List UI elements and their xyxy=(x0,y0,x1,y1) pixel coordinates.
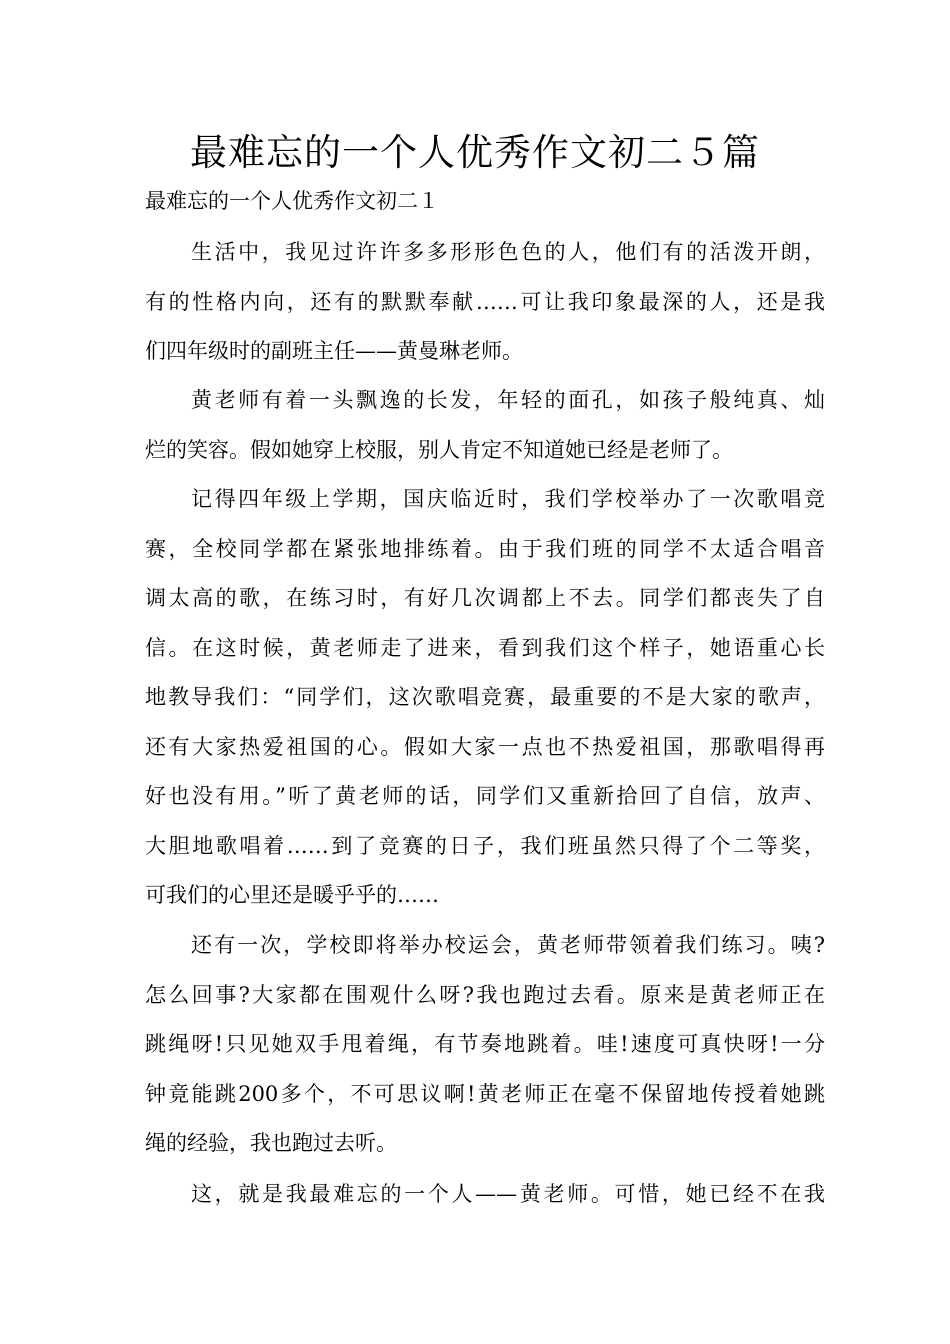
paragraph-line: 绳的经验，我也跑过去听。 xyxy=(145,1131,397,1155)
paragraph-line: 们四年级时的副班主任——黄曼琳老师。 xyxy=(145,339,523,363)
paragraph-3 xyxy=(145,475,825,921)
paragraph-line: 生活中，我见过许许多多形形色色的人，他们有的活泼开朗， xyxy=(191,240,825,264)
paragraph-line: 还有大家热爱祖国的心。假如大家一点也不热爱祖国，那歌唱得再 xyxy=(145,734,825,759)
paragraph-line: 可我们的心里还是暖乎乎的…… xyxy=(145,883,439,907)
paragraph-line: 调太高的歌，在练习时，有好几次调都上不去。同学们都丧失了自 xyxy=(145,586,825,610)
paragraph-line: 跳绳呀!只见她双手甩着绳，有节奏地跳着。哇!速度可真快呀!一分 xyxy=(145,1032,825,1056)
paragraph-4 xyxy=(145,921,825,1169)
paragraph-line: 烂的笑容。假如她穿上校服，别人肯定不知道她已经是老师了。 xyxy=(145,437,733,462)
paragraph-line: 好也没有用。”听了黄老师的话，同学们又重新拾回了自信，放声、 xyxy=(145,784,825,808)
paragraph-5 xyxy=(145,1170,825,1220)
paragraph-line: 这，就是我最难忘的一个人——黄老师。可惜，她已经不在我 xyxy=(191,1182,825,1206)
paragraph-line: 赛，全校同学都在紧张地排练着。由于我们班的同学不太适合唱音 xyxy=(145,536,825,561)
paragraph-line: 有的性格内向，还有的默默奉献……可让我印象最深的人，还是我 xyxy=(145,289,825,314)
paragraph-line: 黄老师有着一头飘逸的长发，年轻的面孔，如孩子般纯真、灿 xyxy=(191,388,825,412)
paragraph-line: 还有一次，学校即将举办校运会，黄老师带领着我们练习。咦? xyxy=(191,933,825,957)
paragraph-line: 信。在这时候，黄老师走了进来，看到我们这个样子，她语重心长 xyxy=(145,635,825,660)
paragraph-line: 记得四年级上学期，国庆临近时，我们学校举办了一次歌唱竞 xyxy=(191,487,825,511)
paragraph-line: 怎么回事?大家都在围观什么呀?我也跑过去看。原来是黄老师正在 xyxy=(145,982,825,1007)
paragraph-line: 钟竟能跳200多个，不可思议啊!黄老师正在毫不保留地传授着她跳 xyxy=(145,1081,825,1106)
document-title: 最难忘的一个人优秀作文初二５篇 xyxy=(190,131,760,174)
paragraph-2 xyxy=(145,376,825,475)
paragraph-line: 大胆地歌唱着……到了竞赛的日子，我们班虽然只得了个二等奖， xyxy=(145,833,825,858)
paragraph-1 xyxy=(145,228,825,377)
essay-heading: 最难忘的一个人优秀作文初二１ xyxy=(145,189,439,213)
paragraph-line: 地教导我们：“同学们，这次歌唱竞赛，最重要的不是大家的歌声， xyxy=(145,685,825,709)
